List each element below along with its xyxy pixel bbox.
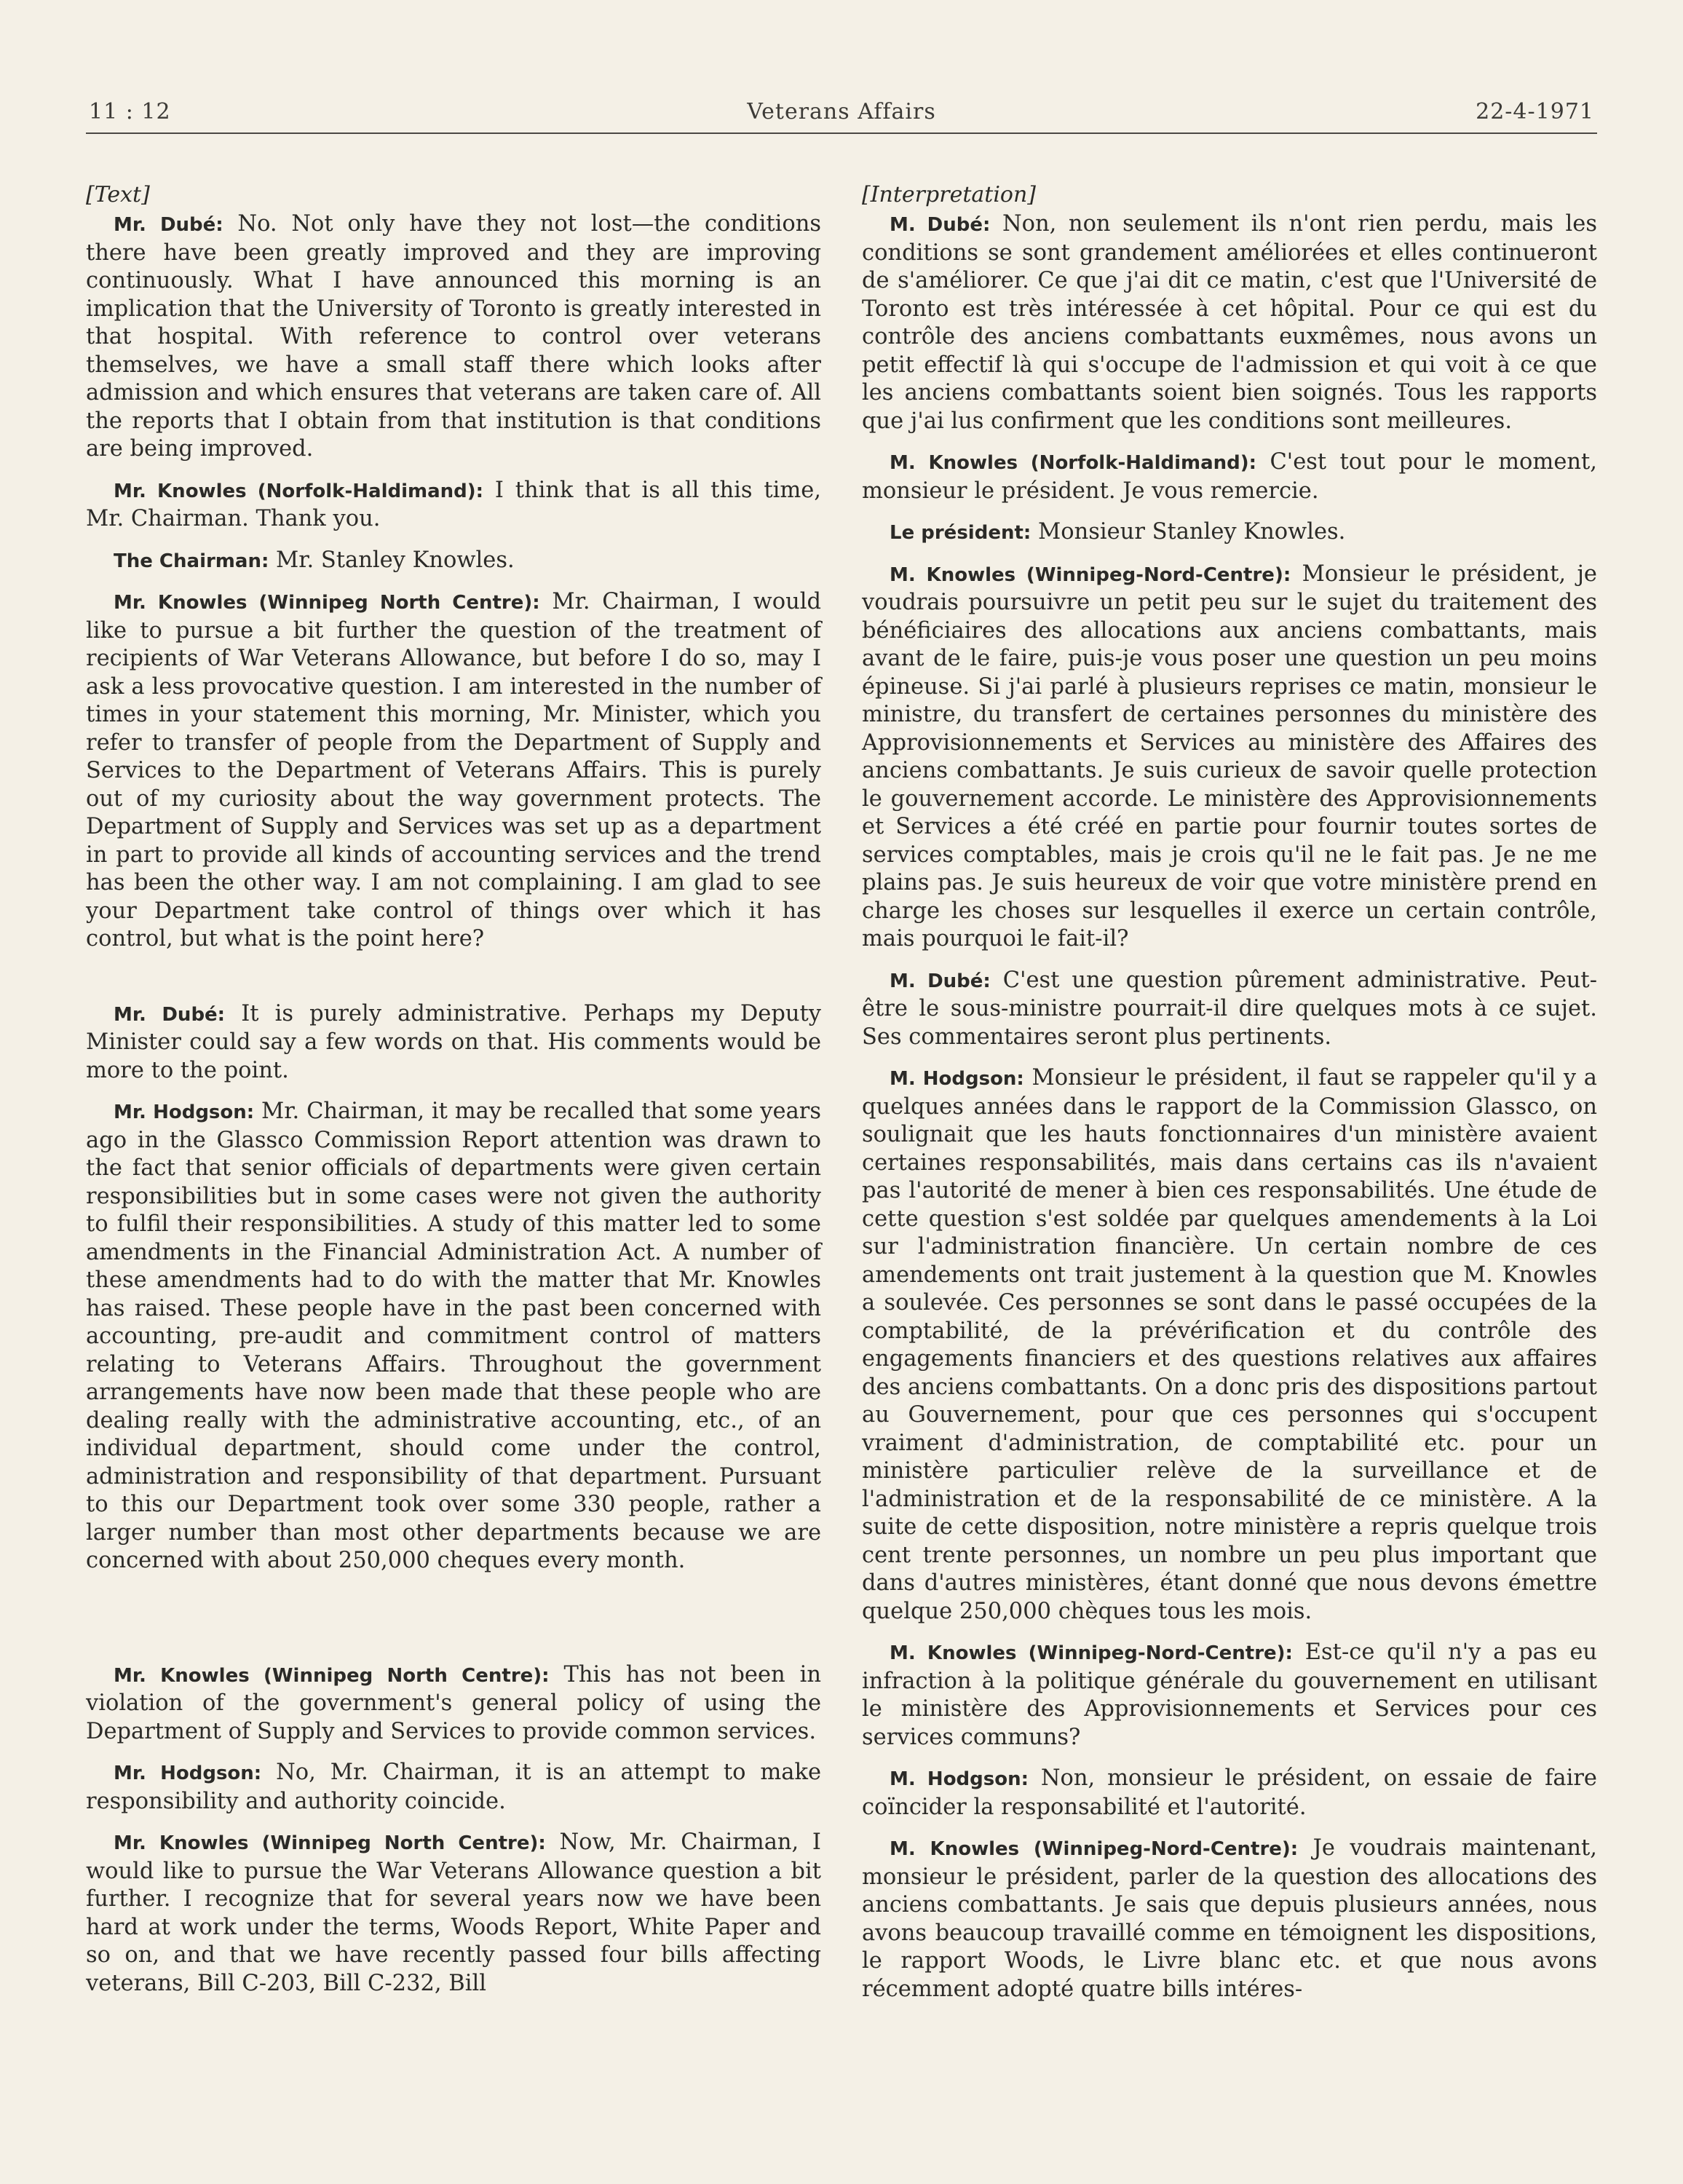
speech-paragraph [862, 518, 1597, 547]
speech-text: C'est tout pour le moment, monsieur le président. Je vous remercie. [862, 449, 1597, 504]
speaker-name: M. Dubé: [890, 214, 991, 236]
speaker-name: Le président: [890, 522, 1031, 544]
speaker-name: Mr. Dubé: [114, 214, 223, 236]
speaker-name: M. Hodgson: [890, 1068, 1024, 1090]
speech-text: No, Mr. Chairman, it is an attempt to make responsibility and authority coincide. [86, 1760, 821, 1814]
speaker-name: M. Hodgson: [890, 1768, 1029, 1790]
speaker-name: Mr. Hodgson: [114, 1762, 262, 1784]
speech-text: Monsieur le président, je voudrais poursuivre un petit peu sur le sujet du traitement des bénéficiaires des allocations aux anciens combattants, mais avant de le faire, puis-je vous poser une question un peu moins épineuse. Si j'ai parlé à plusieurs reprises ce matin, monsieur le ministre, du transfert de certaines personnes du ministère des Approvisionnements et Services au ministère des Affaires des anciens combattants. Je suis curieux de savoir quelle protection le gouvernement accorde. Le ministère des Approvisionnements et Services a été créé en partie pour fournir toutes sortes de services comptables, mais je crois qu'il ne le fait pas. Je ne me plains pas. Je suis heureux de voir que votre ministère prend en charge les choses sur lesquelles il exerce un certain contrôle, mais pourquoi le fait-il? [862, 561, 1597, 951]
speech-text: Je voudrais maintenant, monsieur le président, parler de la question des allocations des anciens combattants. Je sais que depuis plusieurs années, nous avons beaucoup travaillé comme en témoignent les dispositions, le rapport Woods, le Livre blanc etc. et que nous avons récemment adopté quatre bills intéres- [862, 1835, 1598, 2002]
speech-paragraph [86, 477, 821, 534]
section-label: [Text] [86, 182, 150, 207]
section-label: [Interpretation] [862, 182, 1037, 207]
speech-paragraph [86, 1759, 821, 1816]
speech-paragraph [862, 967, 1597, 1052]
speaker-name: M. Knowles (Winnipeg-Nord-Centre): [890, 1642, 1293, 1664]
speaker-name: Mr. Hodgson: [114, 1101, 255, 1123]
english-column [86, 182, 821, 1998]
speech-text: Non, non seulement ils n'ont rien perdu, mais les conditions se sont grandement améliorées et elles continueront de s'améliorer. Ce que j'ai dit ce matin, c'est que l'Université de Toronto est très intéressée à cet hôpital. Pour ce qui est du contrôle des anciens combattants euxmêmes, nous avons un petit effectif là qui s'occupe de l'admission et qui voit à ce que les anciens combattants soient bien soignés. Tous les rapports que j'ai lus confirment que les conditions sont meilleures. [862, 211, 1597, 434]
page-header [86, 96, 1597, 134]
speech-text: Mr. Chairman, it may be recalled that some years ago in the Glassco Commission Report attention was drawn to the fact that senior officials of departments were given certain responsibilities but in some cases were not given the authority to fulfil their responsibilities. A study of this matter led to some amendments in the Financial Administration Act. A number of these amendments had to do with the matter that Mr. Knowles has raised. These people have in the past been concerned with accounting, pre-audit and commitment control of matters relating to Veterans Affairs. Throughout the government arrangements have now been made that these people who are dealing really with the administrative accounting, etc., of an individual department, should come under the control, administration and responsibility of that department. Pursuant to this our Department took over some 330 people, rather a larger number than most other departments because we are concerned with about 250,000 cheques every month. [86, 1099, 821, 1573]
page-number: 11 : 12 [89, 99, 171, 124]
speech-paragraph [862, 1064, 1597, 1626]
speaker-name: M. Knowles (Norfolk-Haldimand): [890, 452, 1257, 474]
speech-text: It is purely administrative. Perhaps my Deputy Minister could say a few words on that. His comments would be more to the point. [86, 1000, 821, 1083]
speech-paragraph [862, 210, 1597, 435]
speaker-name: The Chairman: [114, 550, 269, 572]
speaker-name: M. Dubé: [890, 970, 991, 992]
speech-text: I think that is all this time, Mr. Chairman. Thank you. [86, 477, 821, 531]
speaker-name: Mr. Knowles (Norfolk-Haldimand): [114, 480, 484, 502]
speech-text: Monsieur le président, il faut se rappeler qu'il y a quelques années dans le rapport de la Commission Glassco, on soulignait que les hauts fonctionnaires d'un ministère avaient certaines responsabilités, mais dans certains cas ils n'avaient pas l'autorité de mener à bien ces responsabilités. Une étude de cette question s'est soldée par quelques amendements à la Loi sur l'administration financière. Un certain nombre de ces amendements ont trait justement à la question que M. Knowles a soulevée. Ces personnes se sont dans le passé occupées de la comptabilité, de la prévérification et du contrôle des engagements financiers et des questions relatives aux affaires des anciens combattants. On a donc pris des dispositions partout au Gouvernement, pour que ces personnes qui s'occupent vraiment d'administration, de comptabilité etc. pour un ministère particulier relève de la surveillance et de l'administration et de la responsabilité de ce ministère. A la suite de cette disposition, notre ministère a repris quelque trois cent trente personnes, un nombre un peu plus important que dans d'autres ministères, étant donné que nous devons émettre quelque 250,000 chèques tous les mois. [862, 1065, 1597, 1624]
speech-text: Now, Mr. Chairman, I would like to pursue the War Veterans Allowance question a bit further. I recognize that for several years now we have been hard at work under the terms, Woods Report, White Paper and so on, and that we have recently passed four bills affecting veterans, Bill C-203, Bill C-232, Bill [86, 1829, 821, 1996]
speaker-name: Mr. Knowles (Winnipeg North Centre): [114, 592, 540, 614]
french-column [862, 182, 1597, 2003]
page-date: 22-4-1971 [1476, 99, 1594, 124]
speaker-name: M. Knowles (Winnipeg-Nord-Centre): [890, 1838, 1299, 1860]
speech-paragraph [86, 1000, 821, 1085]
running-title: Veterans Affairs [747, 99, 936, 124]
speaker-name: Mr. Knowles (Winnipeg North Centre): [114, 1664, 550, 1687]
speech-text: No. Not only have they not lost—the conditions there have been greatly improved and they are improving continuously. What I have announced this morning is an implication that the University of Toronto is greatly interested in that hospital. With reference to control over veterans themselves, we have a small staff there which looks after admission and which ensures that veterans are taken care of. All the reports that I obtain from that institution is that conditions are being improved. [86, 211, 821, 462]
speech-paragraph [86, 210, 821, 464]
speech-paragraph [862, 1639, 1597, 1752]
speech-text: Non, monsieur le président, on essaie de faire coïncider la responsabilité et l'autorité. [862, 1765, 1597, 1820]
speech-paragraph [862, 1765, 1597, 1821]
speech-paragraph [86, 588, 821, 954]
speech-text: C'est une question pûrement administrative. Peut-être le sous-ministre pourrait-il dire quelques mots à ce sujet. Ses commentaires seront plus pertinents. [862, 967, 1597, 1050]
speech-paragraph [86, 547, 821, 576]
speech-paragraph [86, 1098, 821, 1575]
speaker-name: Mr. Dubé: [114, 1003, 226, 1026]
speech-paragraph [862, 1835, 1597, 2003]
speech-paragraph [862, 448, 1597, 505]
speech-paragraph [86, 1829, 821, 1998]
speech-paragraph [862, 561, 1597, 954]
speech-text: Mr. Chairman, I would like to pursue a bit further the question of the treatment of recipients of War Veterans Allowance, but before I do so, may I ask a less provocative question. I am interested in the number of times in your statement this morning, Mr. Minister, which you refer to transfer of people from the Department of Supply and Services to the Department of Veterans Affairs. This is purely out of my curiosity about the way government protects. The Department of Supply and Services was set up as a department in part to provide all kinds of accounting services and the trend has been the other way. I am not complaining. I am glad to see your Department take control of things over which it has control, but what is the point here? [86, 589, 821, 951]
speech-text: Monsieur Stanley Knowles. [1031, 519, 1346, 545]
speech-text: This has not been in violation of the government's general policy of using the Department of Supply and Services to provide common services. [86, 1661, 821, 1744]
speaker-name: M. Knowles (Winnipeg-Nord-Centre): [890, 563, 1291, 586]
speech-paragraph [86, 1661, 821, 1746]
speaker-name: Mr. Knowles (Winnipeg North Centre): [114, 1832, 546, 1854]
speech-text: Mr. Stanley Knowles. [269, 547, 515, 573]
speech-text: Est-ce qu'il n'y a pas eu infraction à la politique générale du gouvernement en utilisant le ministère des Approvisionnements et Services pour ces services communs? [862, 1639, 1598, 1750]
